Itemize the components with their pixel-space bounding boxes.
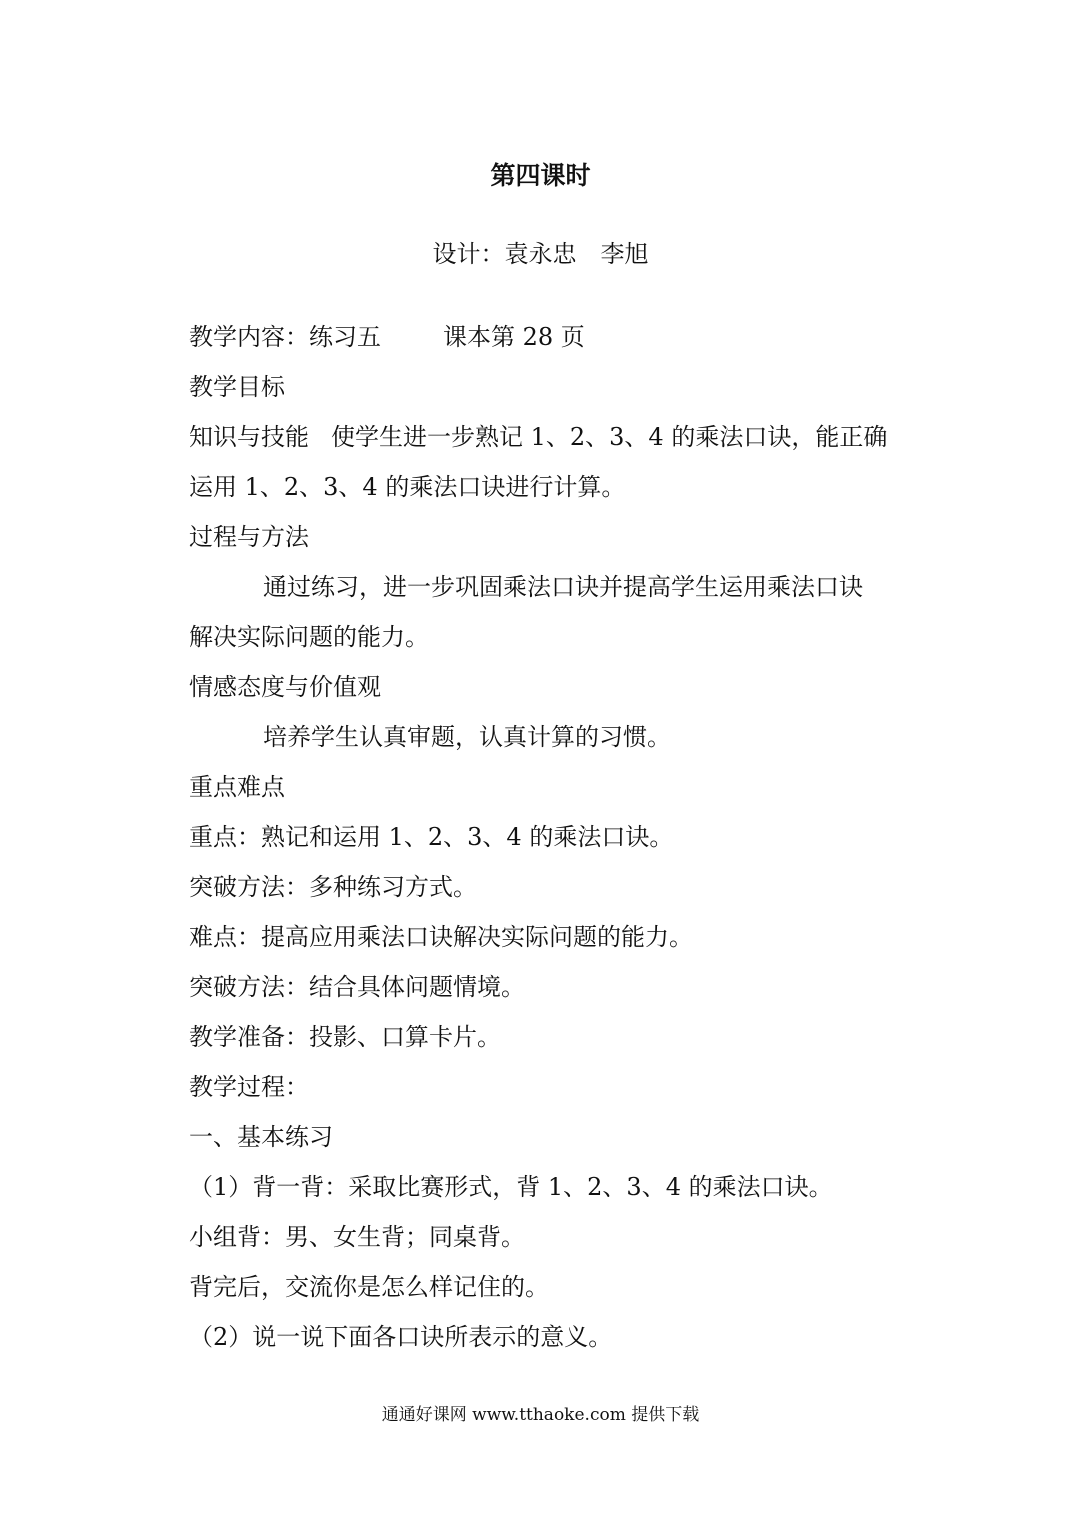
line-key-point: 重点：熟记和运用 1、2、3、4 的乘法口诀。	[189, 823, 674, 851]
line-after-recite: 背完后，交流你是怎么样记住的。	[189, 1273, 549, 1301]
line-preparation: 教学准备：投影、口算卡片。	[189, 1023, 501, 1051]
line-breakthrough-2: 突破方法：结合具体问题情境。	[189, 973, 525, 1001]
knowledge-skills-text: 使学生进一步熟记 1、2、3、4 的乘法口诀，能正确	[331, 423, 888, 451]
line-process-method: 通过练习，进一步巩固乘法口诀并提高学生运用乘法口诀	[263, 573, 863, 601]
line-group-recite: 小组背：男、女生背；同桌背。	[189, 1223, 525, 1251]
designer-line	[0, 236, 1081, 272]
designer-second: 李旭	[600, 240, 649, 268]
heading-emotion-values: 情感态度与价值观	[189, 673, 381, 701]
line-explain: （2）说一说下面各口诀所表示的意义。	[189, 1323, 613, 1351]
heading-process-method: 过程与方法	[189, 523, 309, 551]
page-title: 第四课时	[490, 161, 591, 190]
teaching-content-label: 教学内容：练习五	[189, 323, 381, 351]
line-recite: （1）背一背：采取比赛形式，背 1、2、3、4 的乘法口诀。	[189, 1173, 833, 1201]
line-process-method-cont: 解决实际问题的能力。	[189, 623, 429, 651]
heading-objectives: 教学目标	[189, 373, 285, 401]
lesson-body	[189, 312, 909, 1362]
knowledge-skills-label: 知识与技能	[189, 423, 309, 451]
line-knowledge-skills-cont: 运用 1、2、3、4 的乘法口诀进行计算。	[189, 473, 626, 501]
line-difficulty: 难点：提高应用乘法口诀解决实际问题的能力。	[189, 923, 693, 951]
heading-process: 教学过程：	[189, 1073, 309, 1101]
page-footer: 通通好课网 www.tthaoke.com 提供下载	[381, 1405, 700, 1425]
line-breakthrough-1: 突破方法：多种练习方式。	[189, 873, 477, 901]
line-content	[189, 312, 909, 362]
line-knowledge-skills	[189, 412, 909, 462]
designer-label: 设计：袁永忠	[432, 240, 577, 268]
heading-key-points: 重点难点	[189, 773, 285, 801]
textbook-page: 课本第 28 页	[443, 323, 585, 351]
line-emotion-values: 培养学生认真审题，认真计算的习惯。	[263, 723, 671, 751]
heading-basic-practice: 一、基本练习	[189, 1123, 333, 1151]
